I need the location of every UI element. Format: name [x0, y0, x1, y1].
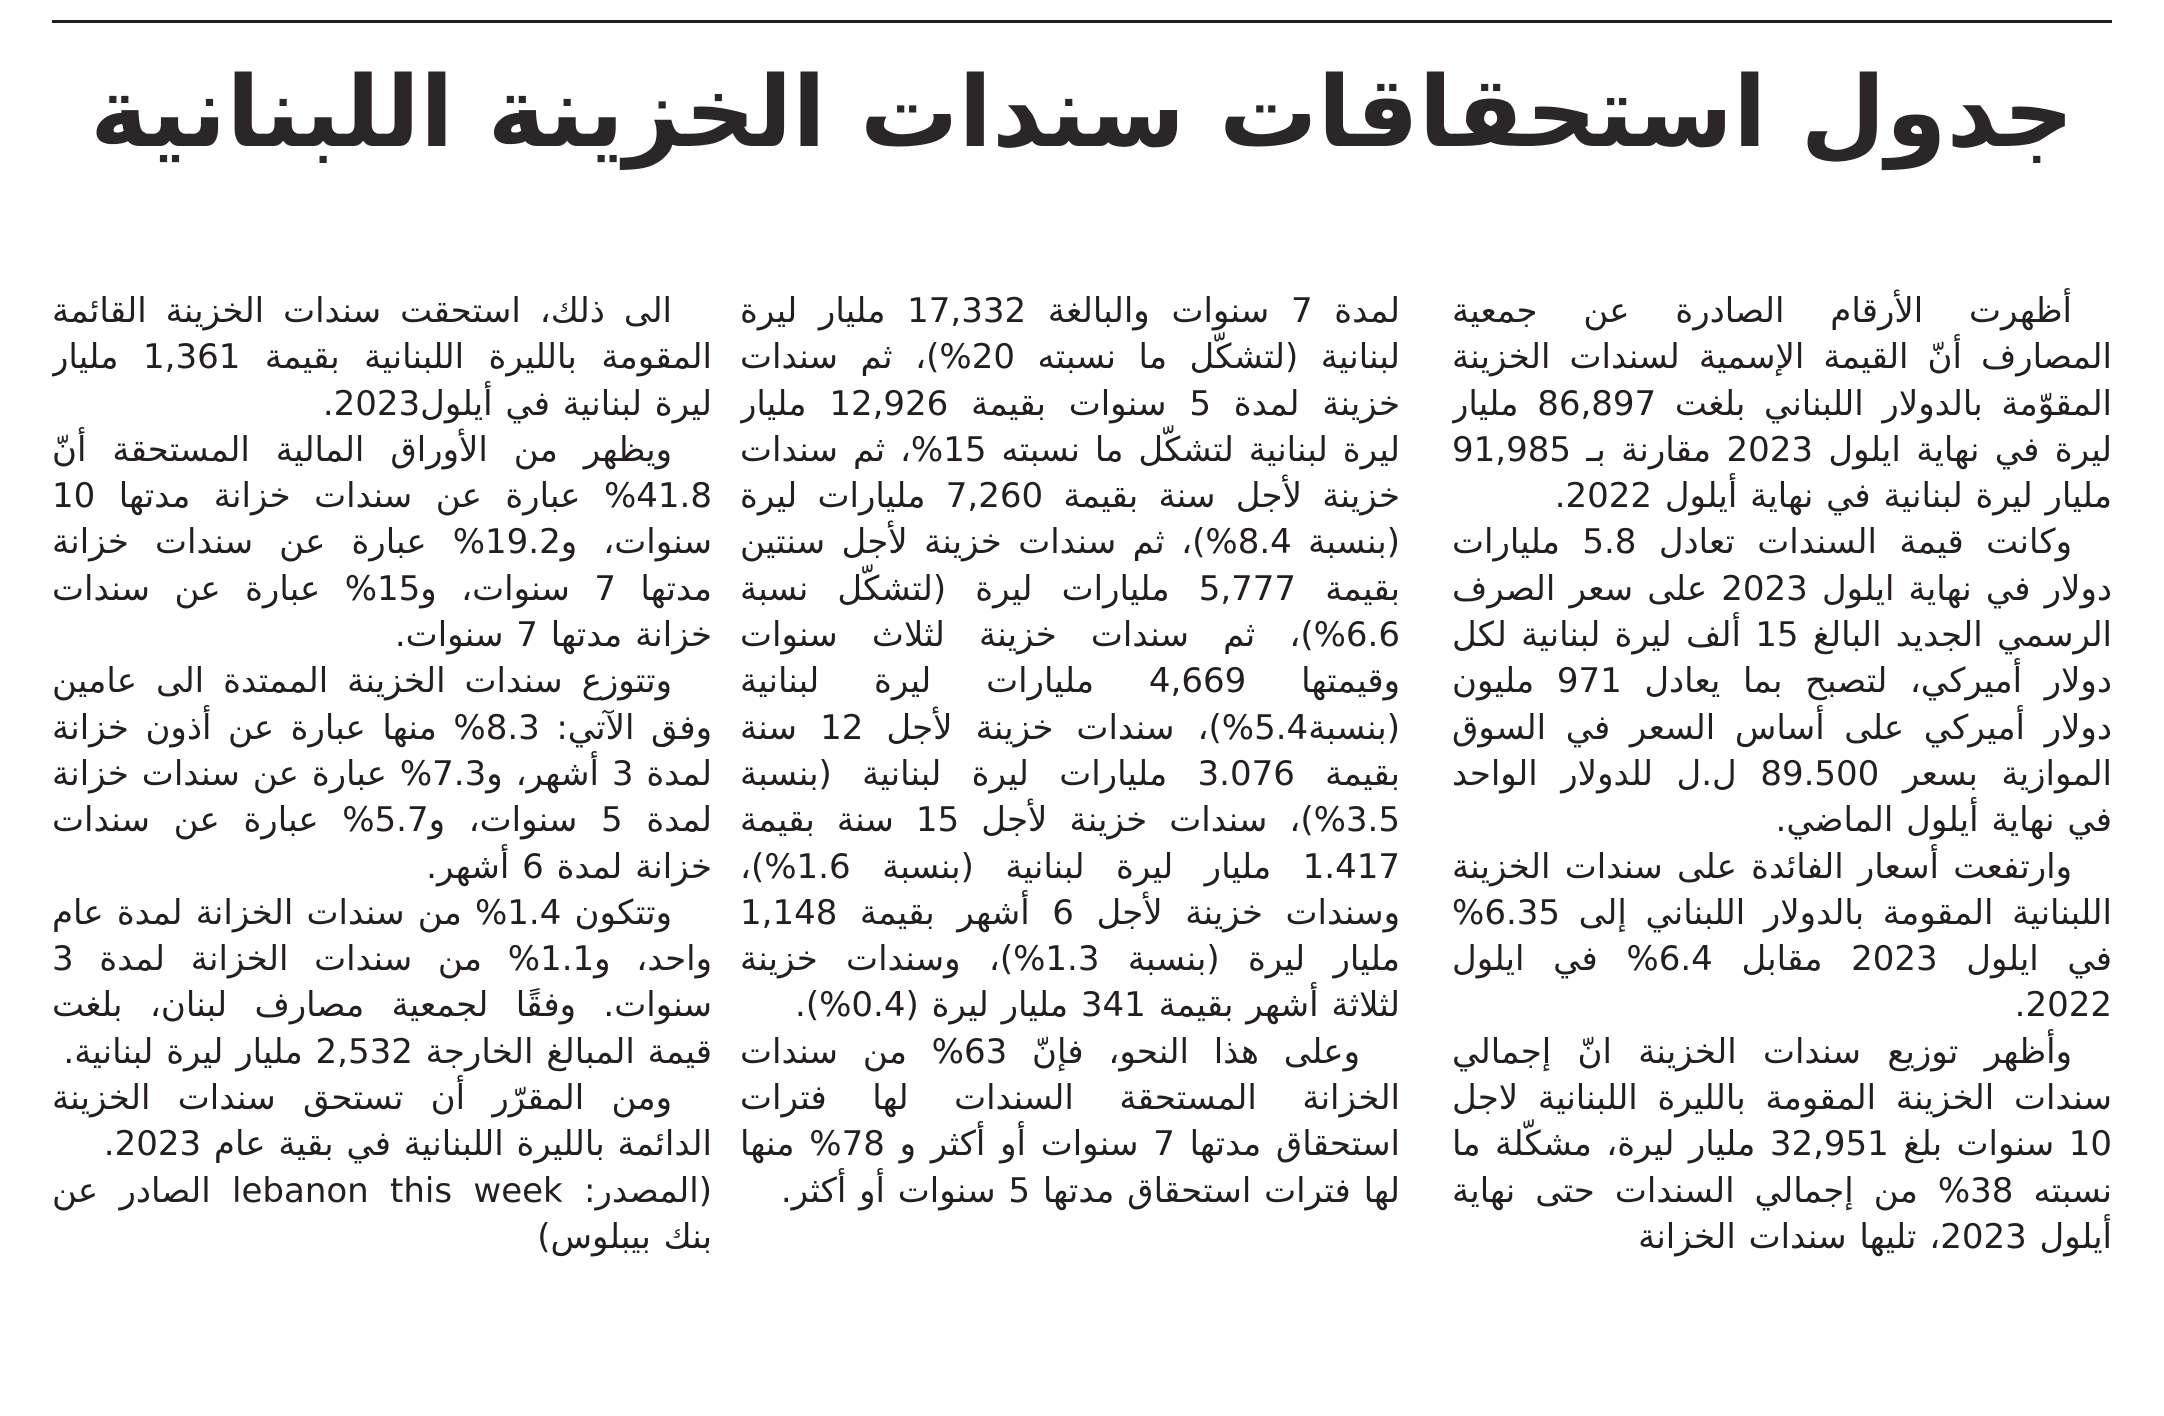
column-left: [52, 288, 712, 1388]
paragraph: ويظهر من الأوراق المالية المستحقة أنّ 41.8% عبارة عن سندات خزانة مدتها 10 سنوات، و19.2% عبارة عن سندات خزانة مدتها 7 سنوات، و15% عبارة عن سندات خزانة مدتها 7 سنوات.: [52, 429, 712, 656]
headline: جدول استحقاقات سندات الخزينة اللبنانية: [90, 56, 2074, 170]
paragraph: أظهرت الأرقام الصادرة عن جمعية المصارف أنّ القيمة الإسمية لسندات الخزينة المقوّمة بالدولار اللبناني بلغت 86,897 مليار ليرة في نهاية ايلول 2023 مقارنة بـ 91,985 مليار ليرة لبنانية في نهاية أيلول 2022.: [1452, 291, 2112, 517]
paragraph: الى ذلك، استحقت سندات الخزينة القائمة المقومة بالليرة اللبنانية بقيمة 1,361 مليار ليرة لبنانية في أيلول2023.: [52, 291, 712, 424]
source-note: (المصدر: lebanon this week الصادر عن بنك بيبلوس): [52, 1170, 712, 1257]
paragraph: وعلى هذا النحو، فإنّ 63% من سندات الخزانة المستحقة السندات لها فترات استحقاق مدتها 7 سنوات أو أكثر و 78% منها لها فترات استحقاق مدتها 5 سنوات أو أكثر.: [740, 1031, 1400, 1211]
paragraph: ومن المقرّر أن تستحق سندات الخزينة الدائمة بالليرة اللبنانية في بقية عام 2023.: [52, 1078, 712, 1165]
article-columns: [52, 288, 2112, 1388]
column-right: [1452, 288, 2112, 1388]
paragraph: وارتفعت أسعار الفائدة على سندات الخزينة اللبنانية المقومة بالدولار اللبناني إلى 6.35% في ايلول 2023 مقابل 6.4% في ايلول 2022.: [1452, 846, 2112, 1026]
paragraph: وأظهر توزيع سندات الخزينة انّ إجمالي سندات الخزينة المقومة بالليرة اللبنانية لاجل 10 سنوات بلغ 32,951 مليار ليرة، مشكّلة ما نسبته 38% من إجمالي السندات حتى نهاية أيلول 2023، تليها سندات الخزانة: [1452, 1031, 2112, 1257]
paragraph: وتتكون 1.4% من سندات الخزانة لمدة عام واحد، و1.1% من سندات الخزانة لمدة 3 سنوات. وفقًا لجمعية مصارف لبنان، بلغت قيمة المبالغ الخارجة 2,532 مليار ليرة لبنانية.: [52, 892, 712, 1072]
paragraph-continued: لمدة 7 سنوات والبالغة 17,332 مليار ليرة لبنانية (لتشكّل ما نسبته 20%)، ثم سندات خزينة لمدة 5 سنوات بقيمة 12,926 مليار ليرة لبنانية لتشكّل ما نسبته 15%، ثم سندات خزينة لأجل سنة بقيمة 7,260 مليارات ليرة (بنسبة 8.4%)، ثم سندات خزينة لأجل سنتين بقيمة 5,777 مليارات ليرة (لتشكّل نسبة 6.6%)، ثم سندات خزينة لثلاث سنوات وقيمتها 4,669 مليارات ليرة لبنانية (بنسبة5.4%)، سندات خزينة لأجل 12 سنة بقيمة 3.076 مليارات ليرة لبنانية (بنسبة 3.5%)، سندات خزينة لأجل 15 سنة بقيمة 1.417 مليار ليرة لبنانية (بنسبة 1.6%)، وسندات خزينة لأجل 6 أشهر بقيمة 1,148 مليار ليرة (بنسبة 1.3%)، وسندات خزينة لثلاثة أشهر بقيمة 341 مليار ليرة (0.4%).: [740, 291, 1400, 1026]
top-rule: [52, 20, 2112, 23]
paragraph: وتتوزع سندات الخزينة الممتدة الى عامين وفق الآتي: 8.3% منها عبارة عن أذون خزانة لمدة 3 أشهر، و7.3% عبارة عن سندات خزانة لمدة 5 سنوات، و5.7% عبارة عن سندات خزانة لمدة 6 أشهر.: [52, 661, 712, 887]
column-middle: [740, 288, 1400, 1388]
paragraph: وكانت قيمة السندات تعادل 5.8 مليارات دولار في نهاية ايلول 2023 على سعر الصرف الرسمي الجديد البالغ 15 ألف ليرة لبنانية لكل دولار أميركي، لتصبح بما يعادل 971 مليون دولار أميركي على أساس السعر في السوق الموازية بسعر 89.500 ل.ل للدولار الواحد في نهاية أيلول الماضي.: [1452, 522, 2112, 841]
